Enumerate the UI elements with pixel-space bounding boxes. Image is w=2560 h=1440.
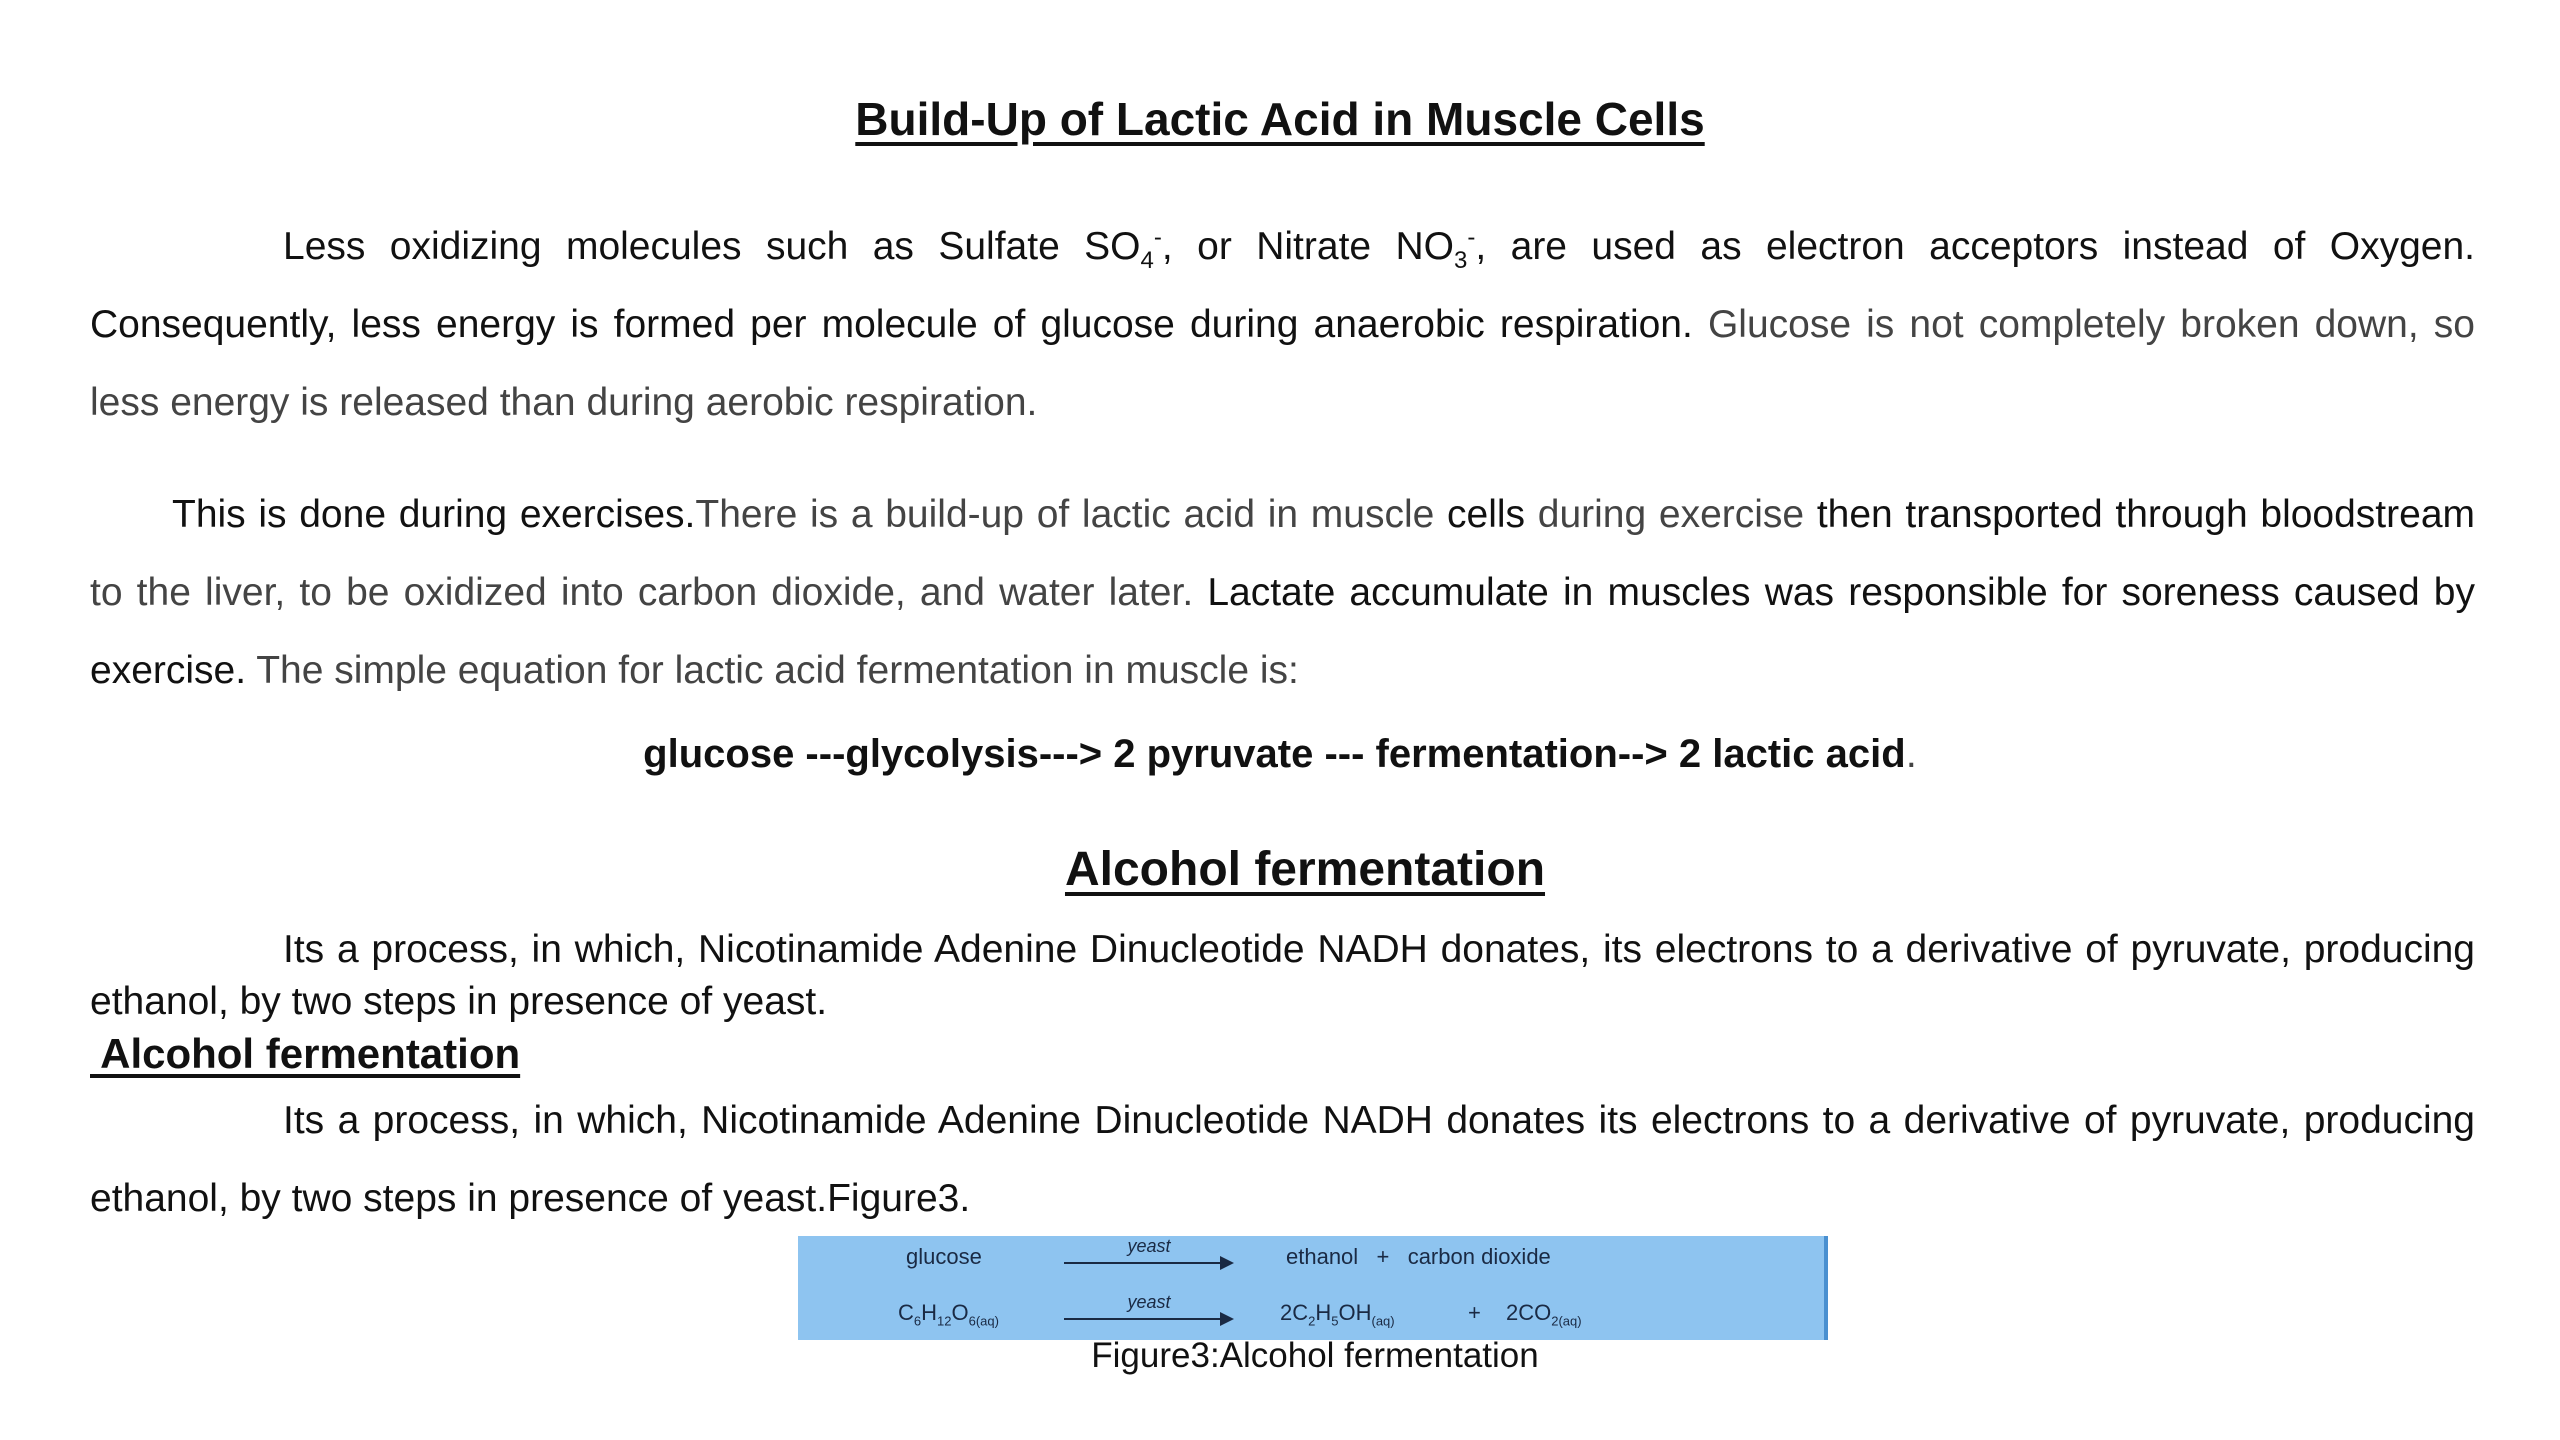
para2-text-a: This is done during exercises. bbox=[172, 493, 696, 536]
oxygen-symbol: O bbox=[951, 1300, 969, 1325]
paragraph-lactic-acid-buildup bbox=[90, 476, 2475, 710]
para1-text-c: , are used as electron acceptors instead of Oxygen. Consequently, less energy is formed per molecule of glucose during anaerobic respiration. bbox=[90, 225, 2475, 346]
ethanol-formula bbox=[1280, 1300, 1395, 1329]
ethanol-carbon: 2C bbox=[1280, 1300, 1309, 1325]
arrow-line bbox=[1064, 1318, 1224, 1320]
ethanol-state: (aq) bbox=[1371, 1313, 1395, 1329]
page-title: Build-Up of Lactic Acid in Muscle Cells bbox=[855, 93, 1705, 145]
arrow-line bbox=[1064, 1262, 1224, 1264]
sulfate-subscript: 4 bbox=[1140, 246, 1154, 274]
yeast-arrow bbox=[1064, 1238, 1234, 1278]
oxygen-count: 6(aq) bbox=[968, 1313, 999, 1329]
ethanol-hydroxyl: OH bbox=[1338, 1300, 1372, 1325]
figure-caption: Figure3:Alcohol fermentation bbox=[1091, 1336, 1539, 1375]
word-equation-products: ethanol + carbon dioxide bbox=[1286, 1244, 1551, 1269]
figure-alcohol-fermentation-equation bbox=[798, 1236, 1828, 1340]
ethanol-hydrogen: H bbox=[1315, 1300, 1332, 1325]
para1-text-glucose: Glucose is not completely broken down, so less energy is released than during aerobic respiration. bbox=[90, 303, 2475, 424]
para2-text-h: The simple equation for lactic acid fermentation in muscle is: bbox=[256, 649, 1299, 692]
para1-text-b: , or Nitrate NO bbox=[1161, 225, 1455, 268]
co2-formula bbox=[1506, 1300, 1582, 1329]
arrow-head-icon bbox=[1220, 1256, 1234, 1270]
para2-text-e: then transported through bloodstream bbox=[1816, 493, 2475, 536]
para4-text: Its a process, in which, Nicotinamide Adenine Dinucleotide NADH donates its electrons to a derivative of pyruvate, producing ethanol, by two steps in presence of yeast.Figure3. bbox=[90, 1099, 2475, 1220]
nitrate-subscript: 3 bbox=[1454, 246, 1468, 274]
carbon-count: 6 bbox=[913, 1313, 922, 1329]
para1-text-a: Less oxidizing molecules such as Sulfate SO bbox=[283, 225, 1141, 268]
para2-text-f: to the liver, to be oxidized into carbon dioxide, and water later. bbox=[90, 571, 1194, 614]
arrow-head-icon bbox=[1220, 1312, 1234, 1326]
co2-symbol: 2CO bbox=[1506, 1300, 1552, 1325]
paragraph-alcohol-fermentation-1 bbox=[90, 924, 2475, 1028]
chemical-equation-row bbox=[798, 1292, 1824, 1340]
yeast-label: yeast bbox=[1127, 1236, 1171, 1256]
lactic-acid-equation bbox=[0, 732, 2560, 777]
para3-text: Its a process, in which, Nicotinamide Adenine Dinucleotide NADH donates, its electrons to a derivative of pyruvate, producing ethanol, by two steps in presence of yeast. bbox=[90, 928, 2475, 1023]
word-equation-reactant: glucose bbox=[906, 1244, 982, 1269]
nitrate-superscript: - bbox=[1467, 224, 1476, 251]
hydrogen-symbol: H bbox=[921, 1300, 938, 1325]
equation-period: . bbox=[1905, 732, 1917, 776]
equation-text: glucose ---glycolysis---> 2 pyruvate --- fermentation--> 2 lactic acid bbox=[643, 732, 1906, 776]
yeast-arrow bbox=[1064, 1294, 1234, 1334]
paragraph-alcohol-fermentation-2 bbox=[90, 1082, 2475, 1238]
ethanol-carbon-count: 2 bbox=[1308, 1313, 1316, 1329]
paragraph-anaerobic-respiration bbox=[90, 208, 2475, 442]
para2-text-b: There is a build-up of lactic acid in muscle bbox=[695, 493, 1435, 536]
para2-text-g: Lactate accumulate in muscles was responsible for soreness caused by exercise. bbox=[90, 571, 2475, 692]
yeast-label: yeast bbox=[1127, 1292, 1171, 1312]
sulfate-superscript: - bbox=[1153, 224, 1162, 251]
carbon-symbol: C bbox=[898, 1300, 914, 1325]
glucose-formula bbox=[898, 1300, 999, 1329]
ethanol-hydrogen-count: 5 bbox=[1331, 1313, 1339, 1329]
para2-text-d: during exercise bbox=[1537, 493, 1805, 536]
section-heading-alcohol-fermentation: Alcohol fermentation bbox=[1064, 843, 1546, 896]
word-equation-row bbox=[798, 1236, 1824, 1284]
section-heading-alcohol-fermentation-2: Alcohol fermentation bbox=[90, 1030, 521, 1077]
para2-text-c: cells bbox=[1447, 493, 1526, 536]
plus-sign: + bbox=[1468, 1300, 1481, 1325]
co2-count: 2(aq) bbox=[1551, 1313, 1582, 1329]
hydrogen-count: 12 bbox=[937, 1313, 952, 1329]
